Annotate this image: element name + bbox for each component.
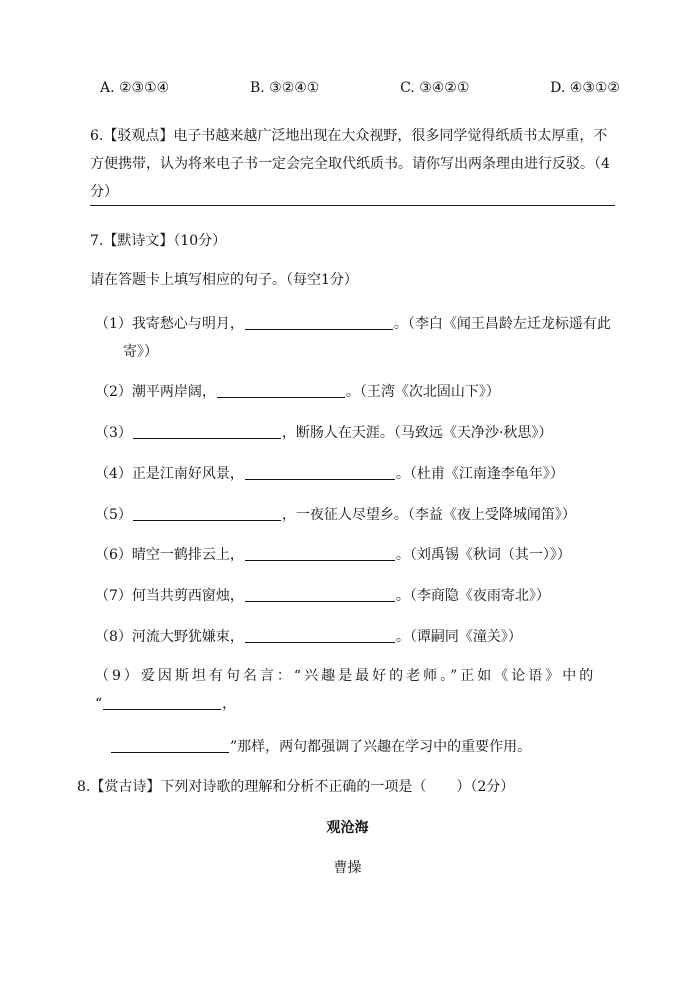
- q7-item-4: [95, 465, 625, 483]
- fill-blank: [133, 506, 281, 521]
- q7-item-6: [95, 546, 625, 564]
- fill-blank: [217, 383, 345, 398]
- q5-options-row: [100, 80, 620, 97]
- question-7-title: 7.【默诗文】（10分）: [90, 233, 227, 249]
- item-prefix: （5）: [95, 507, 132, 523]
- question-6: 6.【驳观点】电子书越来越广泛地出现在大众视野，很多同学觉得纸质书太厚重，不方便携带，认为将来电子书一定会完全取代纸质书。请你写出两条理由进行反驳。（4分）: [90, 128, 610, 200]
- item-suffix: 。（王湾《次北固山下》）: [345, 384, 500, 400]
- poem-title: 观沧海: [326, 820, 369, 836]
- q7-item-1: [95, 310, 625, 366]
- fill-blank: [245, 315, 393, 330]
- item-suffix: 。（谭嗣同《潼关》）: [395, 629, 522, 645]
- q7-item-2: [95, 383, 625, 401]
- fill-blank: [245, 546, 395, 561]
- item-prefix: （4）正是江南好风景，: [95, 466, 244, 482]
- item-prefix: （6）晴空一鹤排云上，: [95, 547, 244, 563]
- item-prefix: （1）我寄愁心与明月，: [95, 316, 244, 332]
- q7-item-8: [95, 628, 625, 646]
- fill-blank: [245, 587, 395, 602]
- item-prefix: （2）潮平两岸阔，: [95, 384, 216, 400]
- q7-item-5: [95, 506, 625, 524]
- q7-item-3: [95, 424, 625, 442]
- fill-blank: [245, 465, 395, 480]
- item-suffix: 。（刘禹锡《秋词（其一）》）: [395, 547, 571, 563]
- option-c: C. ③④②①: [400, 80, 470, 96]
- q7-item-9-line-1: （9）爱因斯坦有句名言：“兴趣是最好的老师。”正如《论语》中的: [95, 668, 597, 684]
- q6-answer-line: [90, 205, 615, 206]
- q7-item-7: [95, 587, 625, 605]
- option-b: B. ③②④①: [249, 80, 320, 96]
- item-continuation: 寄》）: [123, 344, 158, 360]
- q8-score: ）（2分）: [456, 779, 515, 795]
- fill-blank: [103, 695, 221, 710]
- option-a: A. ②③①④: [100, 80, 170, 96]
- item-prefix: （3）: [95, 425, 132, 441]
- item-prefix: （8）河流大野犹嫌束，: [95, 629, 244, 645]
- comma: ，: [222, 696, 237, 712]
- item-suffix: ”那样，两句都强调了兴趣在学习中的重要作用。: [230, 739, 532, 755]
- item-suffix: ，一夜征人尽望乡。（李益《夜上受降城闻笛》）: [281, 507, 576, 523]
- quote-open: “: [95, 696, 103, 712]
- item-suffix: 。（李商隐《夜雨寄北》）: [395, 588, 550, 604]
- question-7-intro: 请在答题卡上填写相应的句子。（每空1分）: [90, 272, 358, 288]
- item-suffix: ，断肠人在天涯。（马致远《天净沙·秋思》）: [281, 425, 553, 441]
- option-d: D. ④③①②: [550, 80, 620, 96]
- q7-item-9-line-2: [95, 695, 236, 713]
- item-prefix: （7）何当共剪西窗烛，: [95, 588, 244, 604]
- item-suffix: 。（李白《闻王昌龄左迁龙标遥有此: [393, 316, 611, 332]
- fill-blank: [111, 738, 229, 753]
- item-suffix: 。（杜甫《江南逢李龟年》）: [395, 466, 564, 482]
- q7-item-9-line-3: [110, 738, 531, 756]
- q8-stem: 8.【赏古诗】下列对诗歌的理解和分析不正确的一项是（: [77, 779, 427, 795]
- poem-author: 曹操: [333, 860, 362, 876]
- fill-blank: [133, 424, 281, 439]
- fill-blank: [245, 628, 395, 643]
- question-8: [77, 779, 514, 796]
